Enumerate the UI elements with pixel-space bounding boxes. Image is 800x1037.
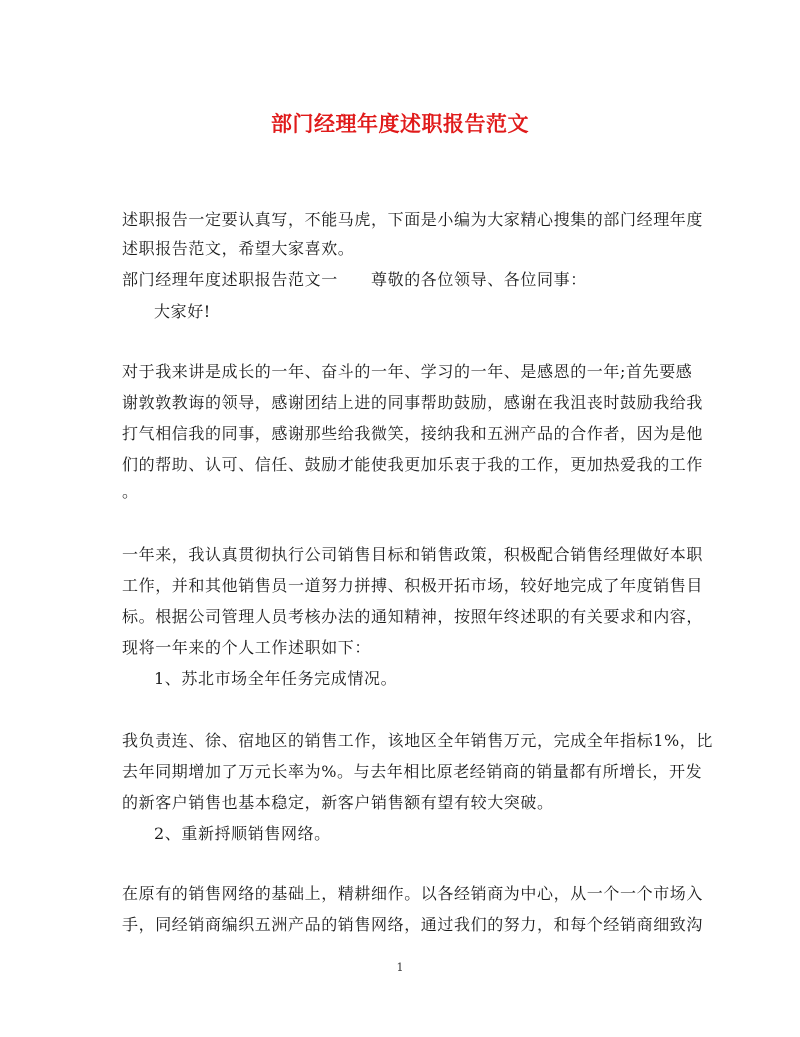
paragraph-line: 标。根据公司管理人员考核办法的通知精神，按照年终述职的有关要求和内容，: [122, 607, 704, 626]
greeting-line: 大家好!: [154, 302, 211, 321]
paragraph-line: 手，同经销商编织五洲产品的销售网络，通过我们的努力，和每个经销商细致沟: [122, 915, 704, 934]
paragraph-line: 对于我来讲是成长的一年、奋斗的一年、学习的一年、是感恩的一年;首先要感: [122, 362, 693, 381]
page-number: 1: [396, 961, 404, 974]
paragraph-line: 我负责连、徐、宿地区的销售工作，该地区全年销售万元，完成全年指标1%，比: [122, 731, 713, 750]
document-title: 部门经理年度述职报告范文: [271, 111, 529, 136]
paragraph-line: 谢敦敦教诲的领导，感谢团结上进的同事帮助鼓励，感谢在我沮丧时鼓励我给我: [122, 393, 704, 412]
paragraph-line: 述职报告范文，希望大家喜欢。: [122, 239, 355, 258]
numbered-heading: 2、重新捋顺销售网络。: [154, 824, 331, 843]
paragraph-line: 在原有的销售网络的基础上，精耕细作。以各经销商为中心，从一个一个市场入: [122, 884, 704, 903]
paragraph-line: 工作，并和其他销售员一道努力拼搏、积极开拓市场，较好地完成了年度销售目: [122, 576, 704, 595]
numbered-heading: 1、苏北市场全年任务完成情况。: [154, 669, 398, 688]
section-heading-line: 部门经理年度述职报告范文一 尊敬的各位领导、各位同事：: [122, 270, 587, 289]
paragraph-line: 现将一年来的个人工作述职如下：: [122, 638, 372, 657]
paragraph-line: 打气相信我的同事，感谢那些给我微笑，接纳我和五洲产品的合作者，因为是他: [122, 424, 704, 443]
paragraph-line: 的新客户销售也基本稳定，新客户销售额有望有较大突破。: [122, 793, 554, 812]
paragraph-line: 一年来，我认真贯彻执行公司销售目标和销售政策，积极配合销售经理做好本职: [122, 545, 704, 564]
paragraph-line: 们的帮助、认可、信任、鼓励才能使我更加乐衷于我的工作，更加热爱我的工作: [122, 455, 704, 474]
paragraph-line: 去年同期增加了万元长率为%。与去年相比原老经销商的销量都有所增长，开发: [122, 762, 703, 781]
paragraph-line: 。: [122, 482, 139, 501]
paragraph-line: 述职报告一定要认真写，不能马虎，下面是小编为大家精心搜集的部门经理年度: [122, 210, 704, 229]
